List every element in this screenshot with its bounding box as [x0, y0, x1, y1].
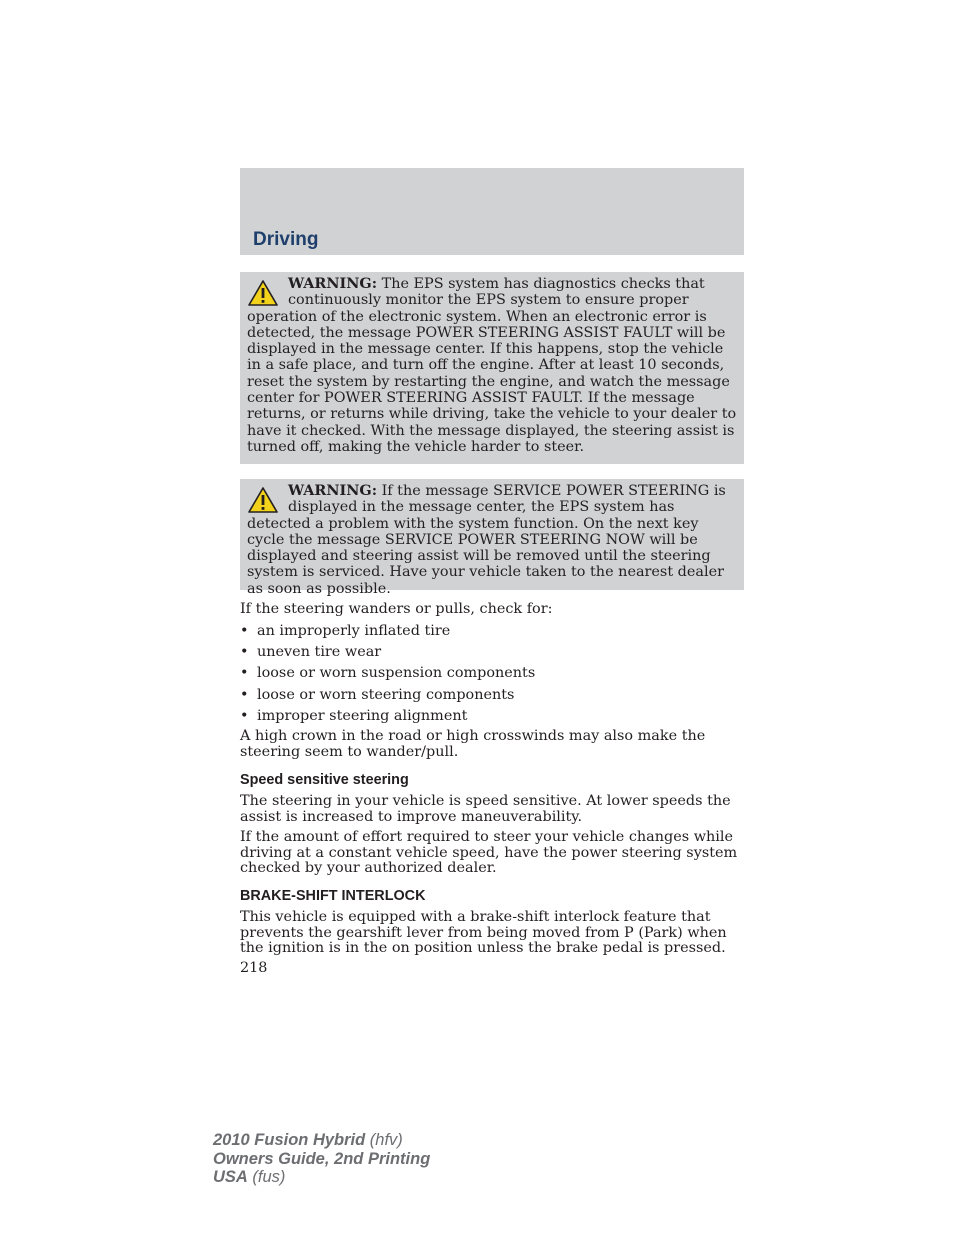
warning-box-eps-diagnostics	[240, 272, 744, 464]
speed-paragraph-1: The steering in your vehicle is speed sensitive. At lower speeds the assist is increased to improve maneuverability.	[240, 793, 731, 825]
bullet: •	[240, 644, 249, 661]
footer-line-region: USA (fus)	[213, 1168, 286, 1186]
bullet: •	[240, 707, 249, 724]
check-list	[240, 623, 746, 729]
interlock-heading: BRAKE-SHIFT INTERLOCK	[240, 888, 426, 904]
warning-text: If the message SERVICE POWER STEERING is displayed in the message center, the EPS system has detected a problem with the system function. On the next key cycle the message SERVICE POWER STEERING NOW will be displayed and steering assist will be removed until the steering system is serviced. Have your vehicle taken to the nearest dealer as soon as possible.	[247, 483, 726, 597]
list-item: • loose or worn steering components	[240, 686, 515, 703]
list-item: • an improperly inflated tire	[240, 623, 451, 639]
speed-steering-heading: Speed sensitive steering	[240, 772, 409, 788]
speed-paragraph-2: If the amount of effort required to steer your vehicle changes while driving at a constant vehicle speed, have the power steering system checked by your authorized dealer.	[240, 829, 738, 876]
bullet: •	[240, 623, 249, 639]
warning-triangle-icon	[247, 279, 279, 307]
page-number: 218	[240, 960, 268, 976]
warning-label: WARNING:	[288, 482, 378, 499]
list-item: • improper steering alignment	[240, 707, 468, 724]
warning-box-service-power-steering	[240, 479, 744, 597]
footer-line-model: 2010 Fusion Hybrid (hfv)	[213, 1131, 403, 1149]
check-intro: If the steering wanders or pulls, check for:	[240, 601, 553, 617]
crown-paragraph: A high crown in the road or high crosswinds may also make the steering seem to wander/pull.	[240, 728, 706, 760]
list-item: • uneven tire wear	[240, 644, 382, 661]
bullet: •	[240, 665, 249, 682]
bullet: •	[240, 686, 249, 703]
warning-triangle-icon	[247, 486, 279, 514]
interlock-paragraph: This vehicle is equipped with a brake-shift interlock feature that prevents the gearshift lever from being moved from P (Park) when the ignition is in the on position unless the brake pedal is pressed.	[240, 909, 727, 956]
section-title: Driving	[253, 229, 319, 250]
document-footer	[213, 1131, 430, 1187]
section-header-band	[240, 168, 744, 255]
warning-text: The EPS system has diagnostics checks that continuously monitor the EPS system to ensure proper operation of the electronic system. When an electronic error is detected, the message POWER STEERING ASSIST FAULT will be displayed in the message center. If this happens, stop the vehicle in a safe place, and turn off the engine. After at least 10 seconds, reset the system by restarting the engine, and watch the message center for POWER STEERING ASSIST FAULT. If the message returns, or returns while driving, take the vehicle to your dealer to have it checked. With the message displayed, the steering assist is turned off, making the vehicle harder to steer.	[247, 276, 737, 455]
footer-line-guide: Owners Guide, 2nd Printing	[213, 1149, 431, 1168]
warning-label: WARNING:	[288, 275, 378, 292]
list-item: • loose or worn suspension components	[240, 665, 536, 682]
